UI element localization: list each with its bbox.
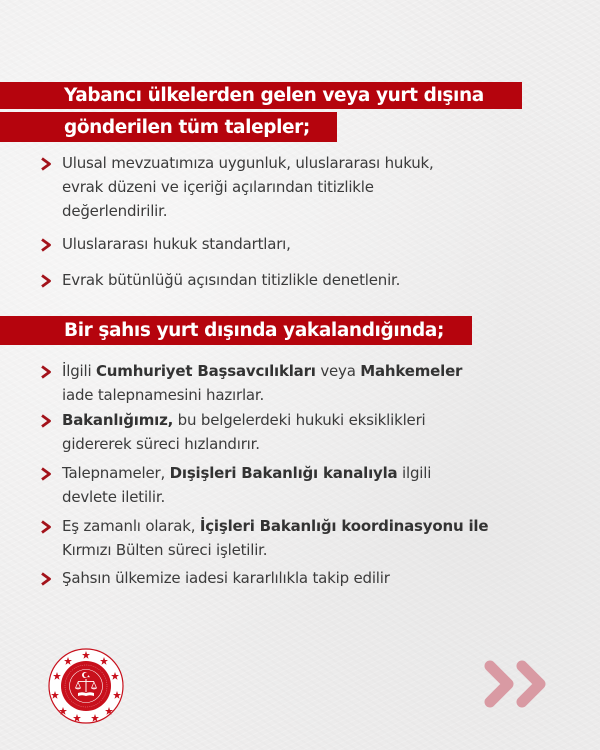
item-text: Uluslararası hukuk standartları,	[62, 235, 291, 253]
item-text	[62, 409, 426, 431]
chevron-right-icon	[40, 467, 52, 481]
section-2-title-bar	[0, 316, 472, 345]
chevron-right-icon	[40, 520, 52, 534]
bold-text: İçişleri Bakanlığı koordinasyonu ile	[199, 517, 489, 535]
chevron-right-icon	[40, 414, 52, 428]
text-span: veya	[315, 362, 361, 380]
item-text: evrak düzeni ve içeriği açılarından titizlikle	[62, 178, 374, 196]
section-1-title-bar-2	[0, 112, 337, 142]
chevron-right-icon	[40, 157, 52, 171]
next-page-button[interactable]	[484, 658, 554, 710]
item-text: gidererek süreci hızlandırır.	[62, 435, 260, 453]
text-span: İlgili	[62, 362, 96, 380]
text-span: ilgili	[397, 464, 432, 482]
item-text	[62, 462, 431, 484]
chevron-right-icon	[40, 274, 52, 288]
bold-text: Cumhuriyet Başsavcılıkları	[95, 362, 316, 380]
ministry-of-justice-seal-icon	[48, 648, 124, 724]
item-text: Evrak bütünlüğü açısından titizlikle denetlenir.	[62, 271, 401, 289]
item-text	[62, 515, 488, 537]
section-1-title-line-1: Yabancı ülkelerden gelen veya yurt dışına	[64, 85, 484, 106]
item-text: Ulusal mevzuatımıza uygunluk, uluslararası hukuk,	[62, 154, 434, 172]
item-text: Kırmızı Bülten süreci işletilir.	[62, 541, 268, 559]
bold-text: Dışişleri Bakanlığı kanalıyla	[169, 464, 398, 482]
chevron-right-icon	[40, 572, 52, 586]
bold-text: Bakanlığımız,	[62, 411, 174, 429]
section-1-title-line-2: gönderilen tüm talepler;	[64, 116, 310, 138]
item-text: devlete iletilir.	[62, 488, 166, 506]
text-span: Eş zamanlı olarak,	[62, 517, 200, 535]
item-text: iade talepnamesini hazırlar.	[62, 386, 265, 404]
item-text	[62, 360, 462, 382]
text-span: Talepnameler,	[62, 464, 170, 482]
double-chevron-right-icon	[484, 658, 554, 710]
text-span: bu belgelerdeki hukuki eksiklikleri	[173, 411, 426, 429]
chevron-right-icon	[40, 238, 52, 252]
bold-text: Mahkemeler	[360, 362, 463, 380]
item-text: değerlendirilir.	[62, 202, 168, 220]
section-1-title-bar	[0, 82, 522, 109]
chevron-right-icon	[40, 365, 52, 379]
item-text: Şahsın ülkemize iadesi kararlılıkla takip edilir	[62, 569, 390, 587]
section-2-title: Bir şahıs yurt dışında yakalandığında;	[64, 320, 444, 341]
